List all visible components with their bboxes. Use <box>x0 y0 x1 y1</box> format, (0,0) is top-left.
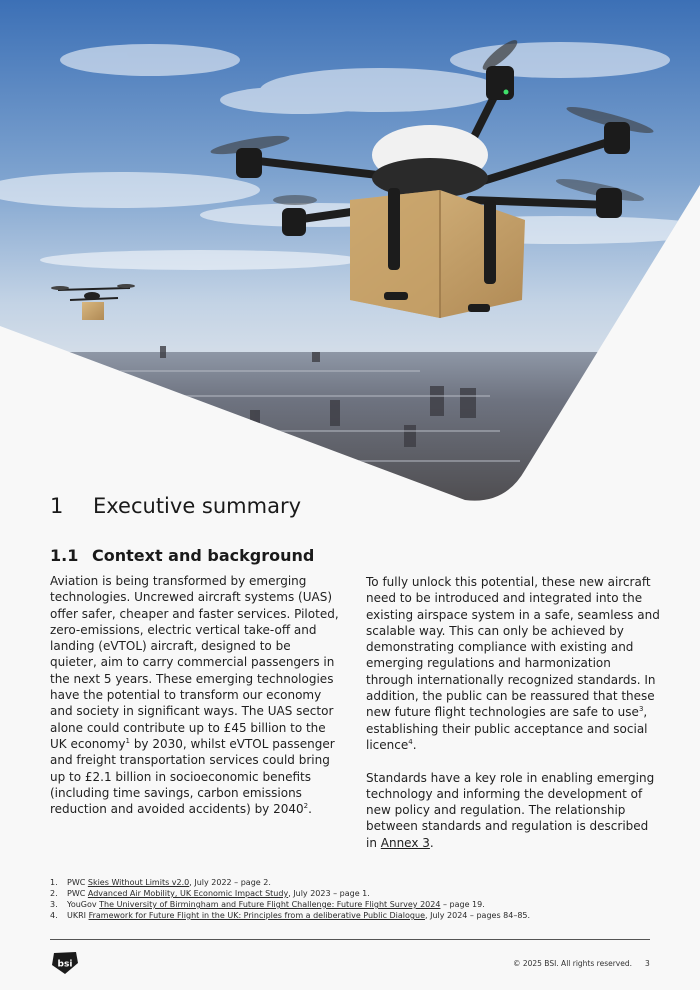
section-heading <box>50 546 314 565</box>
footnotes-list <box>50 877 660 921</box>
footnote-detail: , July 2024 – pages 84–85. <box>425 911 531 920</box>
chapter-heading <box>50 494 301 518</box>
paragraph-text: by 2030, whilst eVTOL passenger and freight transportation services could bring up to £2.1 billion in socioeconomic benefits (including time savings, carbon emissions reduction and avoided accidents) by 2040 <box>50 736 335 817</box>
body-paragraph <box>366 770 661 851</box>
body-paragraph <box>50 573 340 817</box>
footnote-link[interactable]: Skies Without Limits v2.0 <box>87 878 190 887</box>
footnote-item <box>50 877 660 888</box>
paragraph-text: . <box>412 737 417 752</box>
footnote-ref-1[interactable]: 1 <box>125 736 130 745</box>
body-paragraph <box>366 574 661 753</box>
city-skyline <box>0 352 700 505</box>
page-number: 3 <box>645 959 650 968</box>
section-title: Context and background <box>92 546 315 565</box>
footnote-source: PWC <box>67 878 88 887</box>
footnote-item <box>50 899 660 910</box>
paragraph-text: To fully unlock this potential, these new aircraft need to be introduced and integrated into the existing airspace system in a safe, seamless and scalable way. This can only be achieved by demonstrating compliance with existing and emerging regulations and harmonization through internationally recognized standards. In addition, the public can be reassured that these new future flight technologies are safe to use <box>366 575 660 720</box>
footer-divider <box>50 939 650 940</box>
bsi-logo <box>50 950 80 980</box>
paragraph-text: , establishing their public acceptance and social licence <box>366 705 648 752</box>
footnote-ref-4[interactable]: 4 <box>408 737 413 746</box>
footnote-ref-3[interactable]: 3 <box>638 705 644 714</box>
footnote-link[interactable]: Advanced Air Mobility, UK Economic Impact Study <box>87 889 289 898</box>
paragraph-text: . <box>429 835 434 850</box>
chapter-number: 1 <box>50 494 64 518</box>
footnote-source: UKRI <box>67 911 89 920</box>
footnote-number: 1. <box>50 878 58 887</box>
section-number: 1.1 <box>50 546 79 565</box>
bsi-logo-icon <box>50 950 80 976</box>
right-column <box>366 574 661 867</box>
footnote-number: 2. <box>50 889 58 898</box>
footnote-detail: – page 19. <box>440 900 485 909</box>
footnote-item <box>50 888 660 899</box>
annex-3-link[interactable]: Annex 3 <box>380 835 430 850</box>
footnote-link[interactable]: Framework for Future Flight in the UK: Principles from a deliberative Public Dialogue <box>88 911 425 920</box>
paragraph-text: Aviation is being transformed by emerging technologies. Uncrewed aircraft systems (UAS) offer safer, cheaper and faster services. Piloted, zero-emissions, electric vertical take-off and landing (eVTOL) aircraft, designed to be quieter, aim to carry commercial passengers in the next 5 years. These emerging technologies have the potential to transform our economy and society in significant ways. The UAS sector alone could contribute up to £45 billion to the UK economy <box>50 574 339 751</box>
paragraph-text: . <box>308 802 312 817</box>
chapter-title: Executive summary <box>93 494 302 518</box>
footnote-detail: , July 2023 – page 1. <box>288 889 370 898</box>
footnote-link[interactable]: The University of Birmingham and Future Flight Challenge: Future Flight Survey 2024 <box>99 900 441 909</box>
footnote-source: YouGov <box>67 900 100 909</box>
footnote-detail: , July 2022 – page 2. <box>189 878 271 887</box>
footnote-item <box>50 910 660 921</box>
footnote-number: 3. <box>50 900 58 909</box>
copyright-text: © 2025 BSI. All rights reserved. <box>512 959 632 968</box>
logo-text: bsi <box>57 959 73 970</box>
footnote-number: 4. <box>50 911 58 920</box>
footnote-source: PWC <box>67 889 88 898</box>
footnote-ref-2[interactable]: 2 <box>303 802 309 811</box>
left-column <box>50 573 340 834</box>
paragraph-text: Standards have a key role in enabling emerging technology and informing the development of new policy and regulation. The relationship between standards and regulation is described in <box>366 770 655 850</box>
